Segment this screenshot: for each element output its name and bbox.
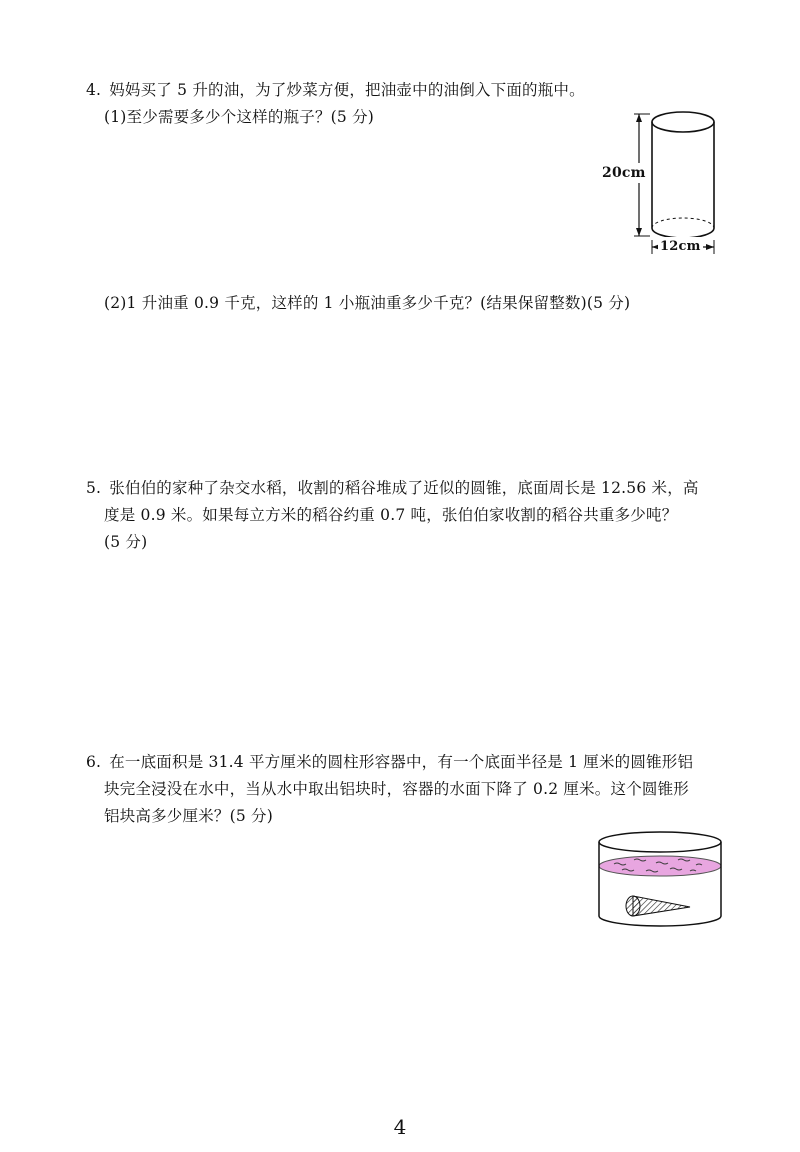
q4-part1: (1)至少需要多少个这样的瓶子？(5 分) [104,108,375,126]
q5-line-3: (5 分) [104,533,148,551]
container-figure [592,830,728,930]
q4-part2: (2)1 升油重 0.9 千克，这样的 1 小瓶油重多少千克？(结果保留整数)(5 分) [104,294,631,312]
q4-stem-line [86,80,585,100]
q5-text-1: 张伯伯的家种了杂交水稻，收割的稻谷堆成了近似的圆锥，底面周长是 12.56 米，高 [109,479,699,497]
q6-line-2: 块完全浸没在水中，当从水中取出铝块时，容器的水面下降了 0.2 厘米。这个圆锥形 [104,780,690,798]
q5-line-2: 度是 0.9 米。如果每立方米的稻谷约重 0.7 吨，张伯伯家收割的稻谷共重多少吨？ [104,506,678,524]
page-number: 4 [393,1115,407,1139]
q4-stem: 妈妈买了 5 升的油，为了炒菜方便，把油壶中的油倒入下面的瓶中。 [109,81,585,99]
q6-line-1 [86,752,693,772]
q5-line-1 [86,478,699,498]
q6-line-3: 铝块高多少厘米？(5 分) [104,807,273,825]
q6-text-1: 在一底面积是 31.4 平方厘米的圆柱形容器中，有一个底面半径是 1 厘米的圆锥形铝 [109,753,694,771]
q6-number: 6. [86,753,102,771]
q4-number: 4. [86,81,102,99]
cylinder-diameter-label: 12cm [658,237,703,257]
cylinder-height-label: 20cm [602,165,646,181]
q5-number: 5. [86,479,102,497]
